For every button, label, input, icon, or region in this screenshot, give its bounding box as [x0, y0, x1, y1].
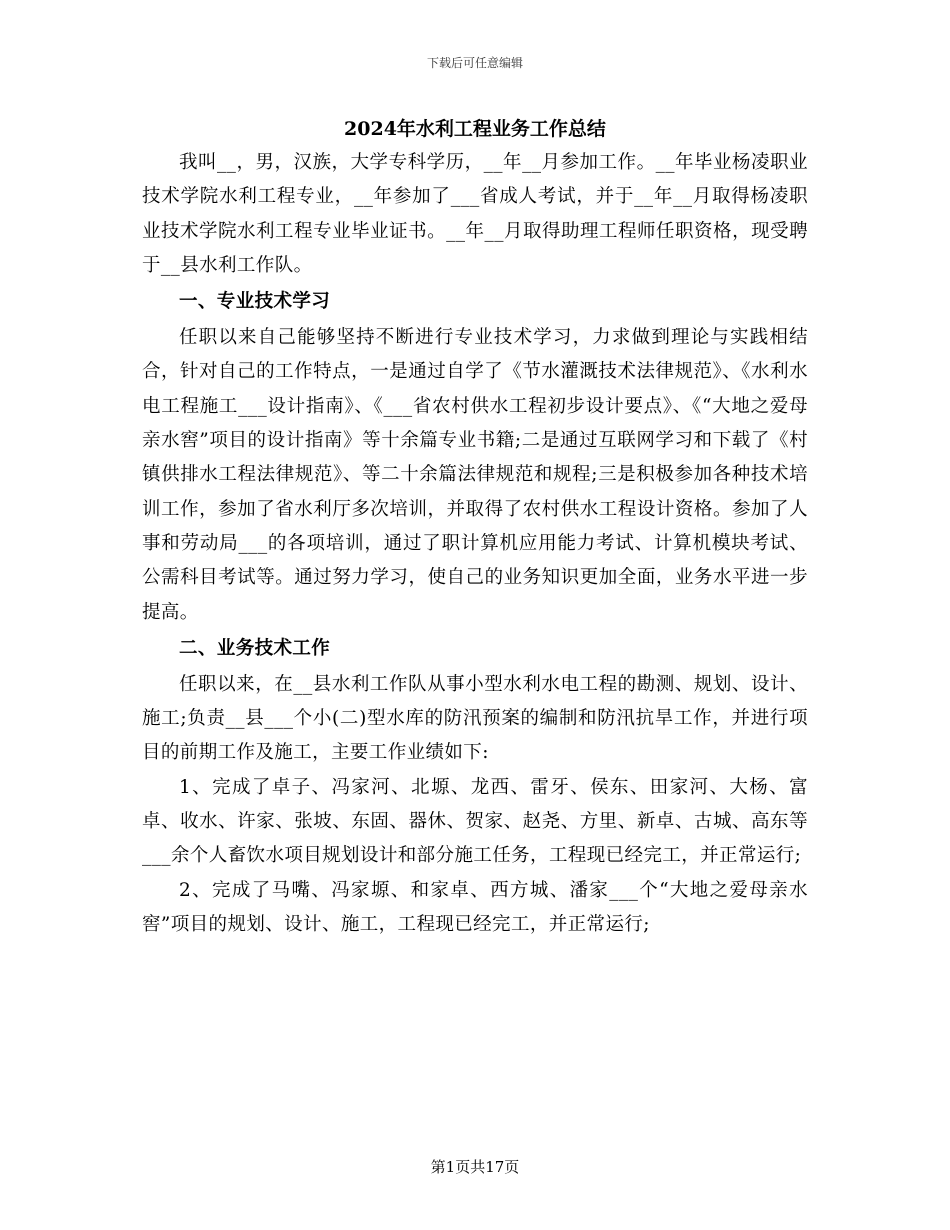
heading-section-1: 一、专业技术学习 — [179, 291, 331, 313]
paragraph-study: 任职以来自己能够坚持不断进行专业技术学习，力求做到理论与实践相结合，针对自己的工作特点，一是通过自学了《节水灌溉技术法律规范》、《水利水电工程施工___设计指南》、《___省农村供水工程初步设计要点》、《“大地之爱母亲水窖”项目的设计指南》等十余篇专业书籍;二是通过互联网学习和下载了《村镇供排水工程法律规范》、等二十余篇法律规范和规程;三是积极参加各种技术培训工作，参加了省水利厅多次培训，并取得了农村供水工程设计资格。参加了人事和劳动局___的各项培训，通过了职计算机应用能力考试、计算机模块考试、公需科目考试等。通过努力学习，使自己的业务知识更加全面，业务水平进一步提高。 — [142, 327, 808, 623]
paragraph-item-1: 1、完成了卓子、冯家河、北塬、龙西、雷牙、侯东、田家河、大杨、富卓、收水、许家、张坡、东固、器休、贺家、赵尧、方里、新卓、古城、高东等___余个人畜饮水项目规划设计和部分施工任务，工程现已经完工，并正常运行; — [142, 776, 808, 867]
document-title: 2024年水利工程业务工作总结 — [344, 118, 606, 140]
paragraph-item-2: 2、完成了马嘴、冯家塬、和家卓、西方城、潘家___个“大地之爱母亲水窖”项目的规划、设计、施工，工程现已经完工，并正常运行; — [142, 879, 808, 935]
page-header: 下载后可任意编辑 — [426, 56, 523, 70]
page-footer: 第1页共17页 — [430, 1158, 520, 1176]
document-body — [142, 146, 808, 942]
paragraph-intro: 我叫__，男，汉族，大学专科学历，__年__月参加工作。__年毕业杨凌职业技术学院水利工程专业，__年参加了___省成人考试，并于__年__月取得杨凌职业技术学院水利工程专业毕业证书。__年__月取得助理工程师任职资格，现受聘于__县水利工作队。 — [142, 152, 808, 276]
heading-section-2: 二、业务技术工作 — [179, 637, 331, 659]
paragraph-work: 任职以来，在__县水利工作队从事小型水利水电工程的勘测、规划、设计、施工;负责__县___个小(二)型水库的防汛预案的编制和防汛抗旱工作，并进行项目的前期工作及施工，主要工作业绩如下: — [142, 673, 808, 764]
